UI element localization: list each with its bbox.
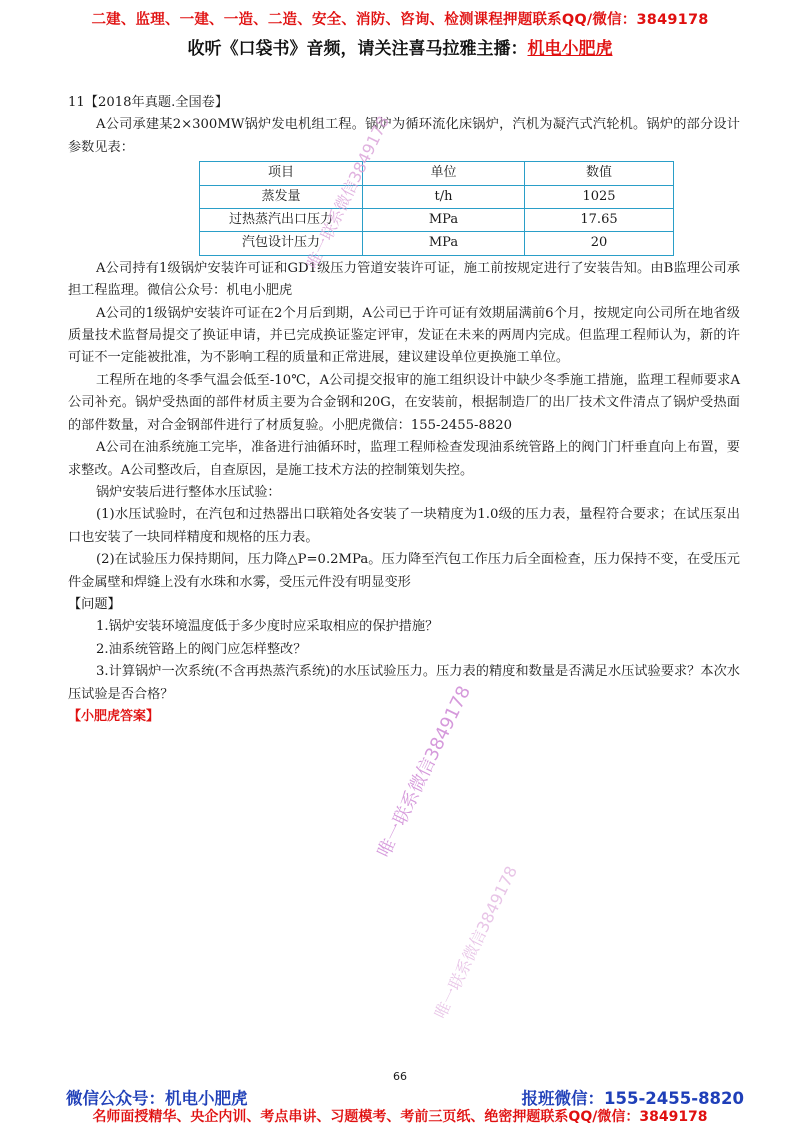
table-cell: 蒸发量 [200,185,363,208]
answer-heading: 【小肥虎答案】 [68,708,160,724]
table-header-cell: 单位 [363,162,525,185]
watermark-text: 唯一联系微信3849178 [373,682,475,861]
table-row [200,232,674,255]
table-header-row [200,162,674,185]
table-cell: 20 [525,232,674,255]
table-row [200,209,674,232]
table-cell: t/h [363,185,525,208]
table-cell: 汽包设计压力 [200,232,363,255]
footer-enroll-wechat: 报班微信：155-2455-8820 [521,1089,744,1108]
questions-heading: 【问题】 [68,596,121,612]
question-item: 2.油系统管路上的阀门应怎样整改？ [96,641,307,657]
page-number: 66 [393,1070,407,1083]
table-cell: 过热蒸汽出口压力 [200,209,363,232]
footer-wechat-account: 微信公众号：机电小肥虎 [66,1089,248,1108]
subtitle-prefix: 收听《口袋书》音频，请关注喜马拉雅主播： [187,39,528,59]
question-item: 3.计算锅炉一次系统(不含再热蒸汽系统)的水压试验压力。压力表的精度和数量是否满足水压试验要求？本次水压试验是否合格？ [68,664,740,702]
parameter-table [199,161,674,256]
intro-paragraph: A公司承建某2×300MW锅炉发电机组工程。锅炉为循环流化床锅炉，汽机为凝汽式汽轮机。锅炉的部分设计参数见表： [68,117,740,155]
promo-header: 二建、监理、一建、一造、二造、安全、消防、咨询、检测课程押题联系QQ/微信：3849178 [91,12,709,28]
brand-link[interactable]: 机电小肥虎 [527,39,613,59]
question-item: 1.锅炉安装环境温度低于多少度时应采取相应的保护措施？ [96,619,439,635]
table-cell: MPa [363,232,525,255]
table-cell: 1025 [525,185,674,208]
footer-promo: 名师面授精华、央企内训、考点串讲、习题模考、考前三页纸、绝密押题联系QQ/微信：3849178 [92,1109,708,1125]
body-paragraph: A公司在油系统施工完毕，准备进行油循环时，监理工程师检查发现油系统管路上的阀门门杆垂直向上布置，要求整改。A公司整改后，自查原因，是施工技术方法的控制策划失控。 [68,440,740,478]
body-paragraph: 锅炉安装后进行整体水压试验： [96,484,281,500]
body-paragraph: 工程所在地的冬季气温会低至-10℃，A公司提交报审的施工组织设计中缺少冬季施工措施，监理工程师要求A公司补充。锅炉受热面的部件材质主要为合金钢和20G，在安装前，根据制造厂的出厂技术文件清点了锅炉受热面的部件数量，对合金钢部件进行了材质复验。小肥虎微信：155-2455-8820 [68,372,740,433]
table-cell: 17.65 [525,209,674,232]
body-paragraph: A公司持有1级锅炉安装许可证和GD1级压力管道安装许可证，施工前按规定进行了安装告知。由B监理公司承担工程监理。微信公众号：机电小肥虎 [68,260,740,299]
table-row [200,185,674,208]
question-title: 11【2018年真题.全国卷】 [68,95,229,110]
table-cell: MPa [363,209,525,232]
watermark-text: 唯一联系微信3849178 [430,862,522,1022]
body-paragraph: A公司的1级锅炉安装许可证在2个月后到期，A公司已于许可证有效期届满前6个月，按规定向公司所在地省级质量技术监督局提交了换证申请，并已完成换证鉴定评审，发证在未来的两周内完成。但监理工程师认为，新的许可证不一定能被批准，为不影响工程的质量和正常进展，建议建设单位更换施工单位。 [68,305,740,366]
question-content [68,92,740,728]
table-header-cell: 项目 [200,162,363,185]
watermark-text: 唯一联系微信3849178 [302,112,394,272]
body-paragraph: (1)水压试验时，在汽包和过热器出口联箱处各安装了一块精度为1.0级的压力表，量程符合要求；在试压泵出口也安装了一块同样精度和规格的压力表。 [68,507,740,545]
body-paragraph: (2)在试验压力保持期间，压力降△P=0.2MPa。压力降至汽包工作压力后全面检查，压力保持不变，在受压元件金属壁和焊缝上没有水珠和水雾，受压元件没有明显变形 [68,552,740,590]
table-header-cell: 数值 [525,162,674,185]
